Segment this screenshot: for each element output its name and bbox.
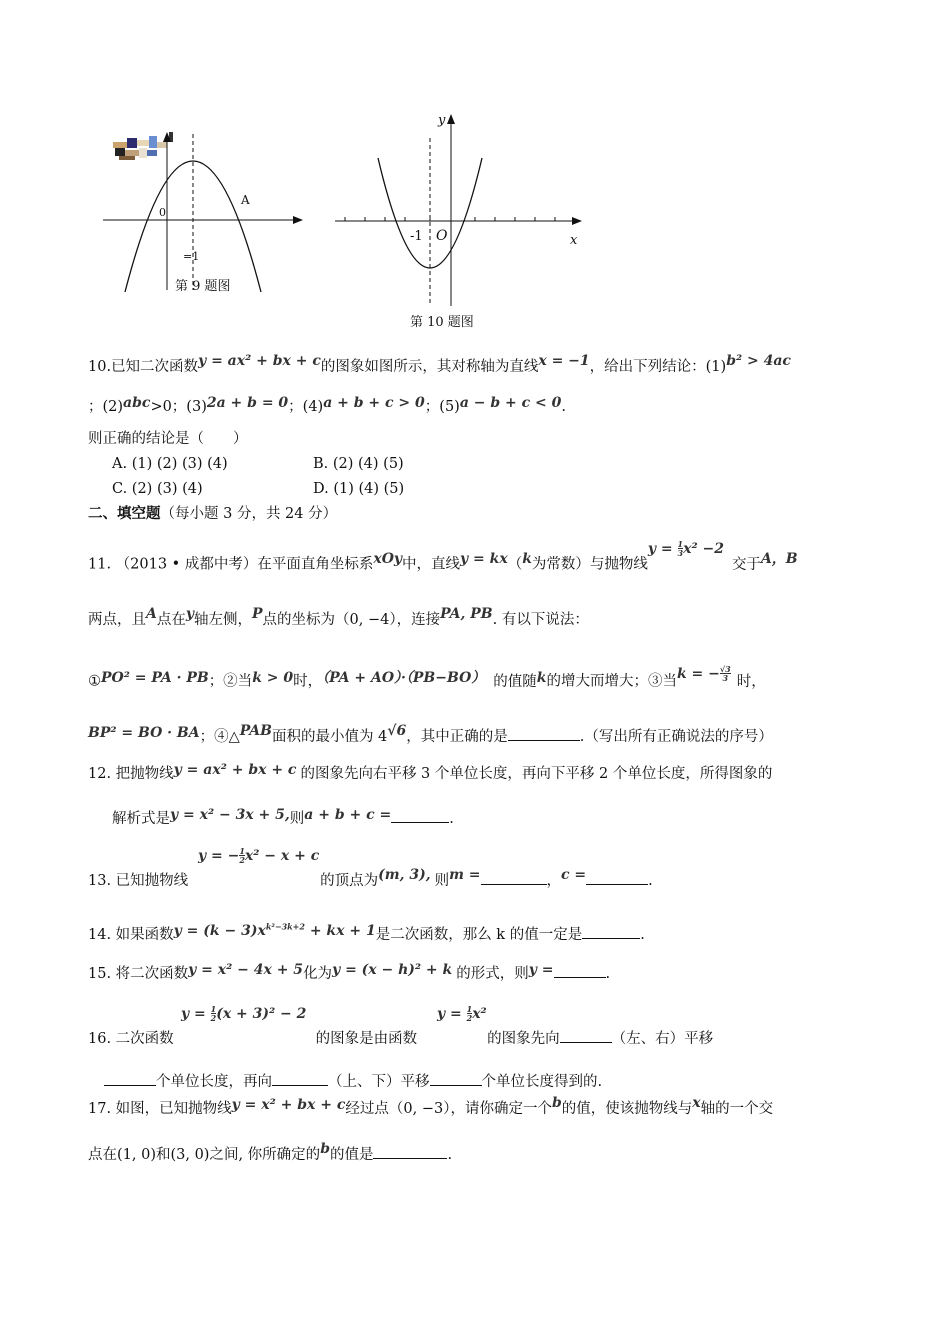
q11-root-six: √6: [387, 723, 407, 739]
q16-direction-1-blank[interactable]: [560, 1028, 612, 1043]
q15-vertex-form: y = (x − h)² + k: [332, 962, 453, 978]
q15-answer-blank[interactable]: [554, 963, 606, 978]
q15-text-4: .: [605, 966, 611, 982]
fig10-y-label: y: [438, 113, 446, 128]
q10-text-4: ；(2): [88, 399, 124, 415]
q17-text-2: 经过点（0, −3），请你确定一个: [345, 1101, 552, 1117]
q12-line-2: [112, 808, 454, 827]
q17-text-7: .: [447, 1147, 453, 1163]
q10-conclusion-2: abc: [123, 395, 151, 411]
q13-text-3: 则: [434, 873, 450, 889]
q15-function: y = x² − 4x + 5: [188, 962, 304, 978]
q11-answer-blank[interactable]: [508, 726, 580, 741]
figure-9-caption: 第 9 题图: [175, 279, 231, 294]
q11-statement-1: PO² = PA · PB: [101, 669, 209, 686]
q10-axis-formula: x = −1: [538, 353, 590, 369]
figure-10-caption: 第 10 题图: [410, 315, 474, 330]
q11-statement-2: （PA + AO）·（PB−BO）: [322, 669, 486, 686]
fig10-minus-one-label: -1: [410, 229, 423, 244]
q15-text-3: 的形式，则: [456, 966, 529, 982]
q10-conclusion-4: a + b + c > 0: [323, 395, 425, 411]
q11-y: y: [185, 606, 195, 622]
q11-line-3: [88, 664, 766, 690]
q11-text-9: 点的坐标为（0, −4），连接: [262, 612, 441, 628]
q16-line-2: [104, 1071, 602, 1090]
q17-function: y = x² + bx + c: [231, 1097, 346, 1113]
q11-line-2: [88, 606, 589, 628]
q10-number: 10.: [88, 359, 112, 375]
q16-text-1: 16. 二次函数: [88, 1031, 174, 1047]
q16-direction-2-blank[interactable]: [272, 1071, 328, 1086]
q11-line-4: [88, 723, 773, 745]
q11-point-p: P: [252, 606, 263, 622]
q13-text-4: ，: [546, 873, 562, 889]
q16-text-2: 的图象是由函数: [315, 1031, 418, 1047]
q11-text-8: 轴左侧，: [194, 612, 253, 628]
q10-text-6: ；(4): [288, 399, 324, 415]
q14-text-3: .: [640, 927, 645, 943]
q11-pa-pb: PA, PB: [440, 606, 493, 622]
q11-text-5: 交于: [731, 556, 761, 573]
image-artifact: [113, 132, 173, 160]
q10-line-1: [88, 353, 791, 375]
q11-point-a: A: [146, 606, 157, 622]
q11-text-10: . 有以下说法：: [492, 612, 589, 628]
q12-text-4: 则: [289, 811, 305, 827]
q11-text-12: ；②当: [208, 673, 253, 690]
q10-text-5: >0；(3): [150, 399, 207, 415]
q13-text-5: .: [648, 873, 653, 889]
fig9-origin-label: 0: [159, 206, 166, 219]
q16-units-1-blank[interactable]: [104, 1071, 156, 1086]
q11-text-16: 时，: [736, 673, 766, 690]
q14-text-1: 14. 如果函数: [88, 927, 174, 943]
section-2-note: （每小题 3 分，共 24 分）: [160, 506, 338, 522]
q16-text-6: （上、下）平移: [328, 1074, 430, 1090]
q17-x: x: [692, 1095, 701, 1111]
q14-text-2: 是二次函数，那么 k 的值一定是: [375, 927, 583, 943]
q17-line-1: [88, 1095, 774, 1117]
q17-text-6: 的值是: [329, 1147, 374, 1163]
q11-text-6: 两点，且: [88, 612, 146, 628]
q10-text-8: .: [561, 399, 566, 415]
q16-text-5: 个单位长度，再向: [156, 1074, 272, 1090]
q13-c-blank[interactable]: [586, 870, 648, 885]
q13-m-blank[interactable]: [481, 870, 547, 885]
q10-conclusion-3: 2a + b = 0: [206, 395, 289, 411]
fig9-point-a-label: A: [241, 193, 250, 207]
q17-answer-blank[interactable]: [373, 1144, 447, 1159]
q11-xoy: xOy: [373, 550, 403, 567]
q13-text-1: 13. 已知抛物线: [88, 873, 189, 889]
section-2-title: 二、填空题: [88, 505, 161, 522]
q11-text-1: 11. （2013 • 成都中考）在平面直角坐标系: [88, 556, 374, 573]
q11-text-2: 中，直线: [402, 556, 461, 573]
q13-c-equals: c =: [561, 867, 587, 883]
fig9-axis-label: =1: [183, 250, 200, 263]
q12-text-1: 12. 把抛物线: [88, 766, 174, 782]
q10-text-3: ，给出下列结论：(1): [589, 359, 727, 375]
q11-line-formula: y = kx: [460, 550, 508, 567]
q11-k-value: k = − $\frac{√3}{3}$: [676, 664, 731, 683]
q13-text-2: 的顶点为: [320, 873, 379, 889]
figure-9: [95, 120, 315, 310]
q11-k-2: k: [536, 669, 547, 686]
q11-text-15: 的增大而增大；③当: [546, 673, 677, 690]
q15-line: [88, 963, 610, 982]
q10-option-c[interactable]: C. (2) (3) (4): [112, 481, 203, 497]
q15-text-1: 15. 将二次函数: [88, 966, 189, 982]
q10-option-a[interactable]: A. (1) (2) (3) (4): [112, 456, 228, 472]
q12-answer-blank[interactable]: [391, 808, 449, 823]
q11-text-7: 点在: [156, 612, 186, 628]
q12-text-5: .: [449, 811, 454, 827]
figure-10: [330, 108, 590, 333]
q16-formula-2-block: [437, 1005, 487, 1022]
fig10-x-label: x: [570, 233, 578, 248]
q12-text-2: 的图象先向右平移 3 个单位长度，再向下平移 2 个单位长度，所得图象的: [300, 766, 773, 782]
q11-line-1: [88, 539, 798, 573]
q16-text-3: 的图象先向: [487, 1031, 560, 1047]
q16-line-1: [88, 1028, 713, 1047]
q11-text-18: 面积的最小值为 4: [271, 729, 388, 745]
q10-line-2: [88, 395, 566, 415]
q11-statement-3: BP² = BO · BA: [88, 725, 200, 741]
q15-text-2: 化为: [303, 966, 333, 982]
q16-text-7: 个单位长度得到的.: [481, 1074, 603, 1090]
q17-line-2: [88, 1141, 453, 1163]
q14-line: [88, 921, 645, 943]
q13-parabola: y = − $\frac{1}{2}$ x² − x + c: [198, 846, 320, 865]
q10-text-2: 的图象如图所示，其对称轴为直线: [320, 359, 539, 375]
q16-units-2-blank[interactable]: [430, 1071, 482, 1086]
q10-text-1: 已知二次函数: [111, 359, 199, 375]
q17-b-2: b: [320, 1141, 330, 1157]
q12-formula-1: y = ax² + bx + c: [173, 762, 297, 778]
section-2-heading: [88, 507, 337, 522]
q11-triangle-pab: PAB: [239, 723, 272, 739]
q16-formula-1-block: [181, 1005, 306, 1022]
q17-text-5: 点在(1, 0)和(3, 0)之间, 你所确定的: [88, 1147, 321, 1163]
q12-line-1: [88, 762, 773, 782]
q11-text-4: 为常数）与抛物线: [531, 556, 648, 573]
q14-answer-blank[interactable]: [582, 924, 640, 939]
q12-text-3: 解析式是: [112, 811, 170, 827]
q11-text-14: 的值随: [493, 673, 537, 690]
fig10-origin-label: O: [436, 228, 448, 244]
q13-vertex: (m, 3),: [378, 867, 431, 883]
q10-text-7: ；(5): [424, 399, 460, 415]
q13-line: [88, 867, 653, 889]
q10-option-b[interactable]: B. (2) (4) (5): [313, 456, 404, 472]
q12-formula-2: y = x² − 3x + 5,: [170, 807, 290, 823]
q11-text-19: ，其中正确的是: [406, 729, 508, 745]
q10-function-formula: y = ax² + bx + c: [198, 353, 321, 369]
q14-function: $y = (k - 3)x^{k^2-3k+2}$ + kx + 1: [173, 921, 376, 939]
q11-parabola-formula: y = $\frac{1}{3}$ x² −2: [647, 539, 724, 558]
q10-prompt: 则正确的结论是（ ）: [88, 431, 248, 447]
q11-text-20: .（写出所有正确说法的序号）: [579, 729, 773, 745]
q17-text-1: 17. 如图，已知抛物线: [88, 1101, 232, 1117]
q11-text-17: ；④△: [199, 729, 240, 745]
q11-points-ab: A，B: [760, 550, 798, 567]
q12-formula-3: a + b + c =: [304, 807, 392, 823]
q11-text-11: ①: [88, 673, 101, 690]
q17-text-3: 的值，使该抛物线与: [561, 1101, 693, 1117]
q17-text-4: 轴的一个交: [700, 1101, 774, 1117]
q13-formula-block: [198, 847, 319, 864]
q16-text-4: （左、右）平移: [611, 1031, 714, 1047]
q15-y-equals: y =: [528, 962, 554, 978]
q17-b: b: [551, 1095, 562, 1111]
q10-conclusion-1: b² > 4ac: [726, 353, 791, 369]
q16-function-1: y = $\frac{1}{2}$ (x + 3)² − 2: [181, 1004, 307, 1023]
q10-conclusion-5: a − b + c < 0: [459, 395, 562, 411]
q11-k-positive: k > 0: [252, 669, 294, 686]
figure-10-graph: [330, 108, 590, 308]
q10-option-d[interactable]: D. (1) (4) (5): [313, 481, 405, 497]
q11-text-3: （: [507, 556, 523, 573]
q16-function-2: y = $\frac{1}{2}$ x²: [437, 1004, 487, 1023]
q13-m-equals: m =: [449, 867, 481, 883]
q11-text-13: 时，: [293, 673, 323, 690]
q11-k: k: [522, 550, 532, 567]
